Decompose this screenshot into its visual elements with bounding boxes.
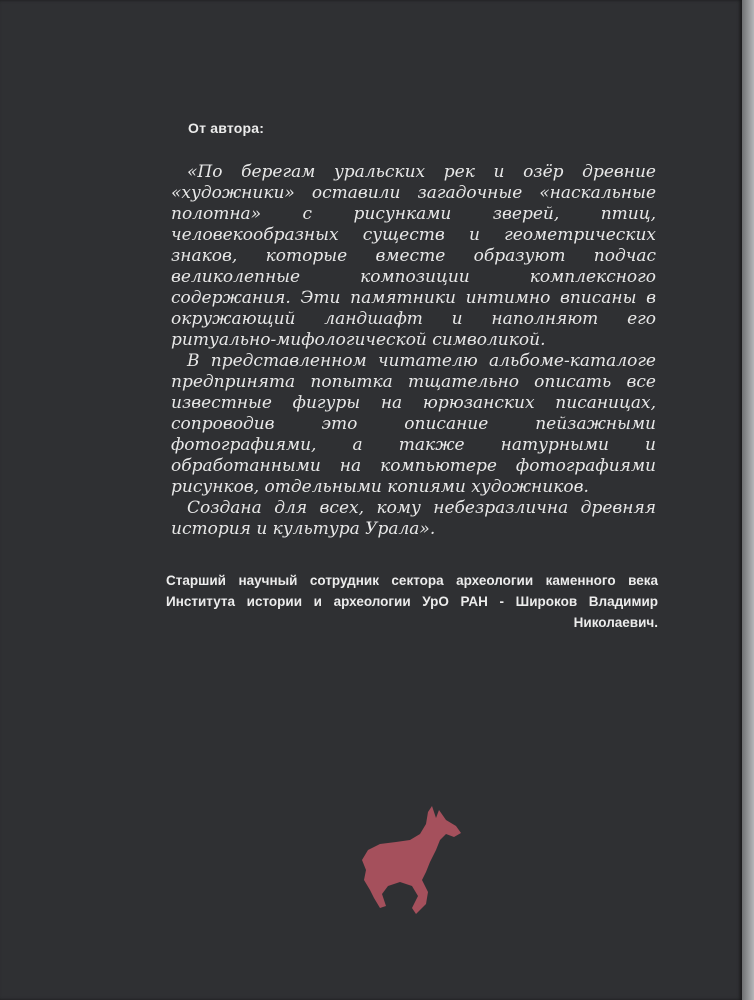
paragraph-2: В представленном читателю альбоме-каталоге предпринята попытка тщательно описать все известные фигуры на юрюзанских писаницах, сопроводив это описание пейзажными фотографиями, а также натурными и обработанными на компьютере фотографиями рисунков, отдельными копиями художников. <box>171 351 656 497</box>
page-edge <box>742 0 754 1000</box>
author-signature: Старший научный сотрудник сектора археологии каменного века Института истории и археологии УрО РАН - Широков Владимир Николаевич. <box>166 573 658 630</box>
deer-figure-icon <box>356 800 472 918</box>
paragraph-1: «По берегам уральских рек и озёр древние «художники» оставили загадочные «наскальные полотна» с рисунками зверей, птиц, человекообразных существ и геометрических знаков, которые вместе образуют подчас великолепные композиции комплексного содержания. Эти памятники интимно вписаны в окружающий ландшафт и наполняют его ритуально-мифологической символикой. <box>171 162 656 350</box>
author-note-heading: От автора: <box>188 120 265 136</box>
paragraph-3: Создана для всех, кому небезразлична древняя история и культура Урала». <box>171 498 656 539</box>
